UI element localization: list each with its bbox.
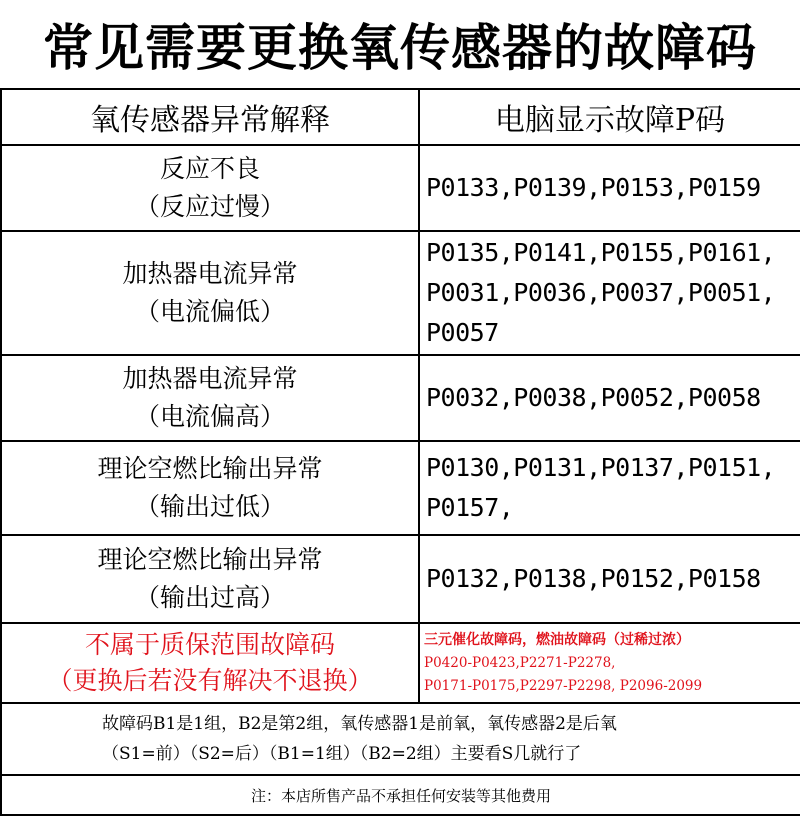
note-line: （S1=前）（S2=后）（B1=1组）（B2=2组）主要看S几就行了 [102,744,582,764]
table-row [1,441,800,535]
table-row [1,535,800,623]
warranty-codes [419,623,800,703]
row-explanation [1,535,419,623]
row-codes [419,355,800,441]
table-header-row [1,89,800,145]
warranty-codes-lead: 三元催化故障码，燃油故障码（过稀过浓） [424,631,690,648]
fault-code-table [0,88,800,816]
row-explanation [1,145,419,231]
explanation-line: 理论空燃比输出异常 [97,545,323,574]
codes-line: P0130,P0131,P0137,P0151, [426,453,776,482]
note-line: 故障码B1是1组，B2是第2组，氧传感器1是前氧，氧传感器2是后氧 [102,714,617,734]
row-explanation [1,355,419,441]
codes-line: P0135,P0141,P0155,P0161, [426,238,776,267]
row-codes [419,535,800,623]
page-title: 常见需要更换氧传感器的故障码 [43,19,757,77]
note-row [1,703,800,775]
codes-line: P0032,P0038,P0052,P0058 [426,383,761,412]
explanation-line: （电流偏高） [134,402,285,431]
codes-line: P0031,P0036,P0037,P0051, [426,278,776,307]
explanation-line: （反应过慢） [134,192,285,221]
explanation-line: 加热器电流异常 [122,259,298,288]
table-row [1,231,800,355]
codes-line: P0057 [426,318,499,347]
explanation-line: 反应不良 [159,154,260,183]
footer-row [1,775,800,815]
explanation-line: 理论空燃比输出异常 [97,454,323,483]
table-row [1,145,800,231]
footer-note: 注：本店所售产品不承担任何安装等其他费用 [1,775,800,815]
codes-line: P0157, [426,493,514,522]
row-codes [419,441,800,535]
row-explanation [1,441,419,535]
explanation-line: （输出过高） [134,583,285,612]
table-row [1,355,800,441]
warranty-row [1,623,800,703]
row-codes [419,231,800,355]
codes-line: P0132,P0138,P0152,P0158 [426,564,761,593]
header-explanation: 氧传感器异常解释 [1,89,419,145]
explanation-line: 加热器电流异常 [122,364,298,393]
warranty-codes-line: P0171-P0175,P2297-P2298, P2096-2099 [424,677,703,694]
warranty-explanation [1,623,419,703]
explanation-line: （输出过低） [134,492,285,521]
row-codes [419,145,800,231]
warranty-codes-line: P0420-P0423,P2271-P2278, [424,654,616,671]
row-explanation [1,231,419,355]
warranty-line: 不属于质保范围故障码 [84,630,335,659]
codes-line: P0133,P0139,P0153,P0159 [426,173,761,202]
header-p-codes: 电脑显示故障P码 [419,89,800,145]
explanation-line: （电流偏低） [134,297,285,326]
note-cell [1,703,800,775]
warranty-line: （更换后若没有解决不退换） [47,666,373,695]
